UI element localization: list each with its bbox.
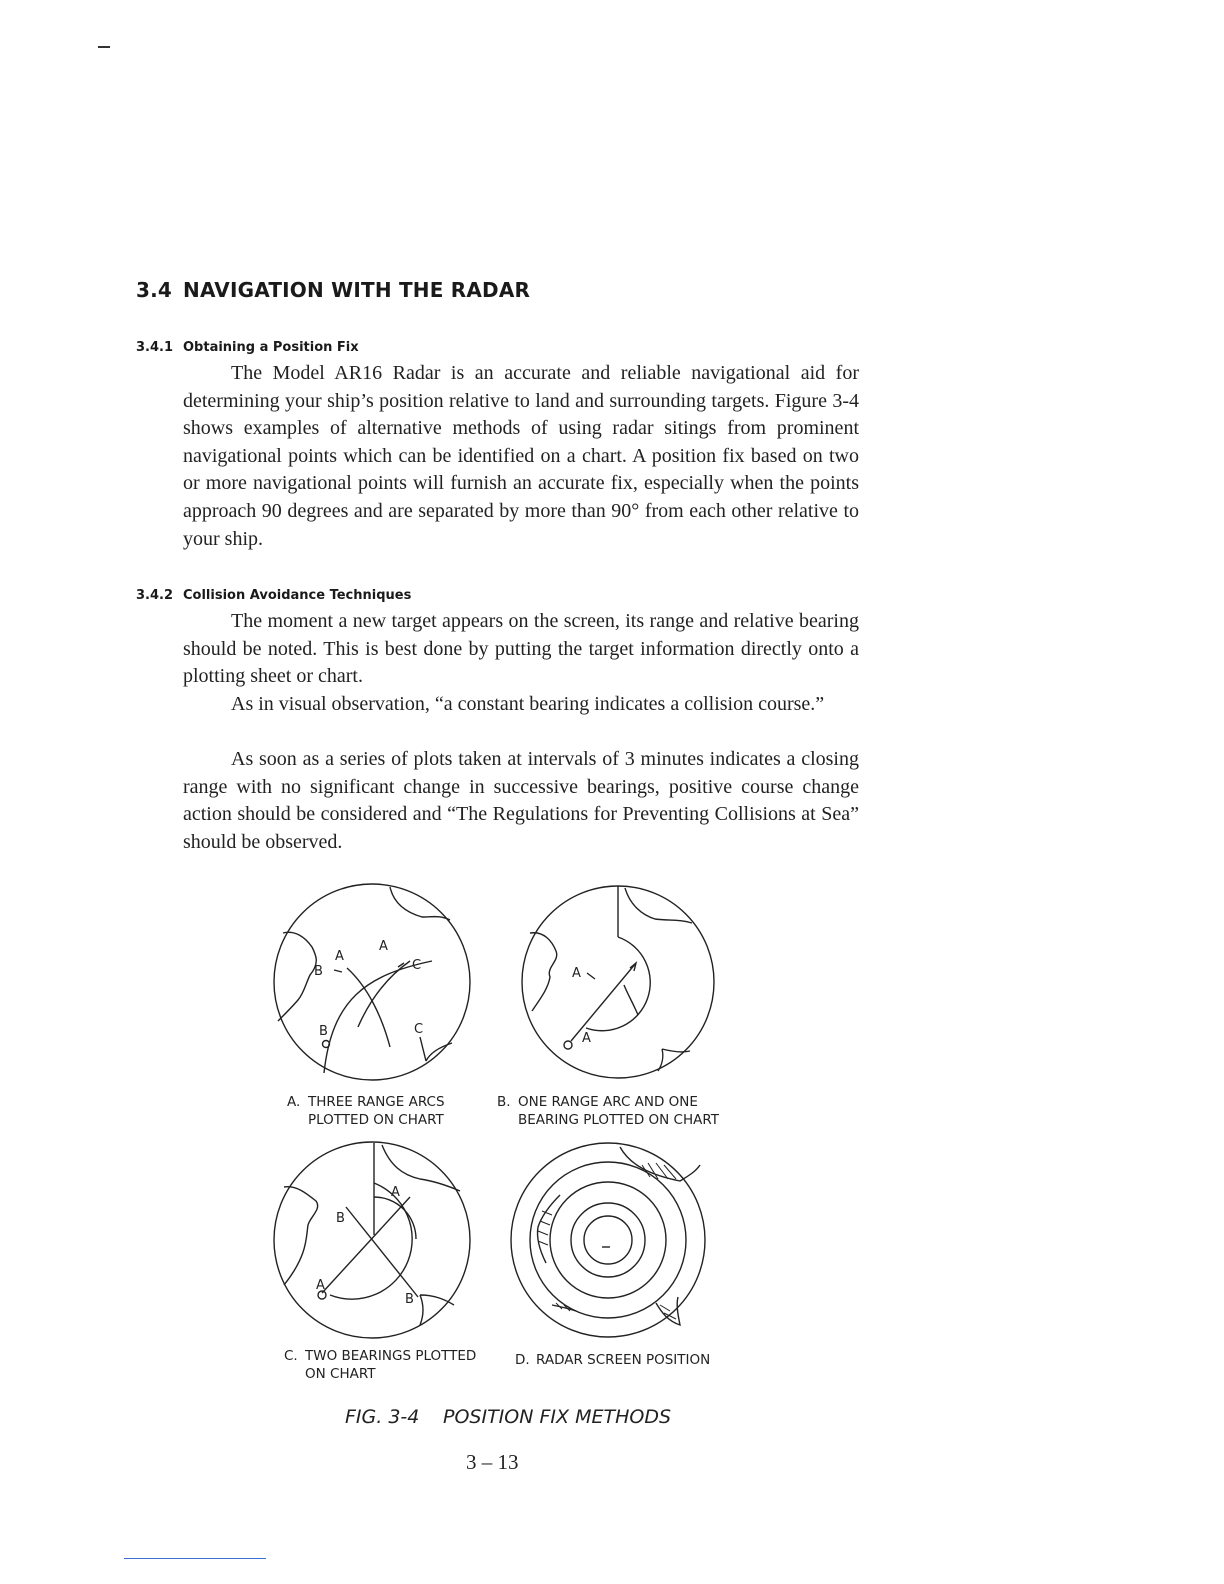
collision-paragraph-3: As soon as a series of plots taken at intervals of 3 minutes indicates a closing range with no significant change in successive bearings, positive course change action should be considered and “The Regulations for Preventing Collisions at Sea” should be observed. — [183, 748, 859, 853]
panel-a-caption — [287, 1093, 445, 1129]
panel-a-leaders — [334, 963, 404, 972]
panel-d-echo-bottom — [552, 1305, 576, 1311]
panel-c-label-b2: B — [405, 1292, 414, 1307]
panel-a-own-ship — [323, 1041, 330, 1048]
arc-a — [324, 961, 432, 1073]
figure-title-text: POSITION FIX METHODS — [443, 1406, 672, 1428]
panel-d-scope — [511, 1143, 705, 1337]
panel-a-label-a2: A — [379, 939, 388, 954]
arc-b — [358, 961, 410, 1027]
panel-c-range-arc-inner — [374, 1197, 416, 1239]
panel-c-caption-line-2: ON CHART — [305, 1366, 376, 1382]
panel-d-letter: D. — [515, 1352, 530, 1368]
panel-d-range-ring-4 — [584, 1216, 632, 1264]
panel-c-label-a2: A — [316, 1278, 325, 1293]
collision-paragraph-2: As in visual observation, “a constant bearing indicates a collision course.” — [231, 693, 825, 715]
footer-rule — [124, 1558, 266, 1559]
subsection-2-title: Collision Avoidance Techniques — [183, 588, 412, 603]
position-fix-paragraph: The Model AR16 Radar is an accurate and reliable navigational aid for determining your ship’s position relative to land and surrounding targets. Figure 3-4 shows examples of alternative methods of using radar sitings from prominent navigational points which can be identified on a chart. A position fix based on two or more navigational points will furnish an accurate fix, especially when the points approach 90 degrees and are separated by more than 90° from each other relative to your ship. — [183, 362, 859, 550]
panel-a-coast-left — [278, 932, 316, 1021]
panel-b-caption — [497, 1093, 719, 1129]
page-number: 3 – 13 — [466, 1450, 519, 1474]
panel-a-label-b2: B — [319, 1024, 328, 1039]
panel-c-range-arc-outer — [330, 1183, 412, 1299]
panel-d-caption-line-1: RADAR SCREEN POSITION — [536, 1352, 711, 1368]
figure-number: FIG. 3-4 — [345, 1406, 420, 1428]
panel-a-caption-line-2: PLOTTED ON CHART — [308, 1112, 444, 1128]
panel-c-coast-left — [284, 1187, 318, 1285]
section-number: 3.4 — [136, 278, 173, 302]
panel-d-caption — [515, 1351, 710, 1369]
panel-b-caption-line-2: BEARING PLOTTED ON CHART — [518, 1112, 719, 1128]
panel-a-coast-bottom — [420, 1037, 452, 1061]
panel-b-coast-left — [530, 933, 557, 1011]
panel-b-label-a2: A — [582, 1031, 591, 1046]
panel-c-caption-line-1: TWO BEARINGS PLOTTED — [305, 1348, 477, 1364]
panel-c-label-a1: A — [391, 1185, 400, 1200]
panel-a-label-c1: C — [412, 958, 422, 973]
figure-drawing — [250, 875, 810, 1395]
panel-b-label-a1: A — [572, 966, 581, 981]
panel-c-coast-bottom — [420, 1295, 454, 1325]
subsection-2-heading — [136, 588, 411, 603]
subsection-2-number: 3.4.2 — [136, 588, 174, 603]
panel-c-caption — [284, 1347, 476, 1383]
panel-a-coast-top — [390, 887, 450, 920]
panel-d-range-ring-2 — [550, 1182, 666, 1298]
collision-paragraph-1: The moment a new target appears on the screen, its range and relative bearing should be noted. This is best done by putting the target information directly onto a plotting sheet or chart. — [183, 610, 859, 688]
panel-b-own-ship — [564, 1041, 572, 1049]
subsection-1-title: Obtaining a Position Fix — [183, 340, 359, 355]
panel-d-echo-left — [537, 1195, 560, 1263]
subsection-1-heading — [136, 340, 359, 355]
panel-d-echo-right — [656, 1297, 680, 1325]
panel-a-label-b1: B — [314, 964, 323, 979]
panel-a-letter: A. — [287, 1094, 301, 1110]
section-title: NAVIGATION WITH THE RADAR — [183, 278, 531, 302]
panel-b-leaders — [587, 973, 638, 1015]
panel-c-label-b1: B — [336, 1211, 345, 1226]
margin-mark — [98, 46, 110, 48]
panel-a-caption-line-1: THREE RANGE ARCS — [308, 1094, 445, 1110]
panel-d-range-ring-1 — [530, 1162, 686, 1318]
panel-b-coast-top — [625, 888, 692, 923]
figure-title — [345, 1406, 671, 1428]
panel-a-label-c2: C — [414, 1022, 424, 1037]
panel-c-bearing-line-b — [346, 1207, 418, 1297]
subsection-1-number: 3.4.1 — [136, 340, 174, 355]
panel-b-letter: B. — [497, 1094, 511, 1110]
panel-b-caption-line-1: ONE RANGE ARC AND ONE — [518, 1094, 698, 1110]
panel-c-letter: C. — [284, 1348, 298, 1364]
section-heading — [136, 278, 530, 302]
panel-d-range-ring-3 — [571, 1203, 645, 1277]
panel-d-echo-top — [620, 1147, 700, 1181]
panel-a-label-a1: A — [335, 949, 344, 964]
position-fix-figure — [250, 875, 810, 1395]
